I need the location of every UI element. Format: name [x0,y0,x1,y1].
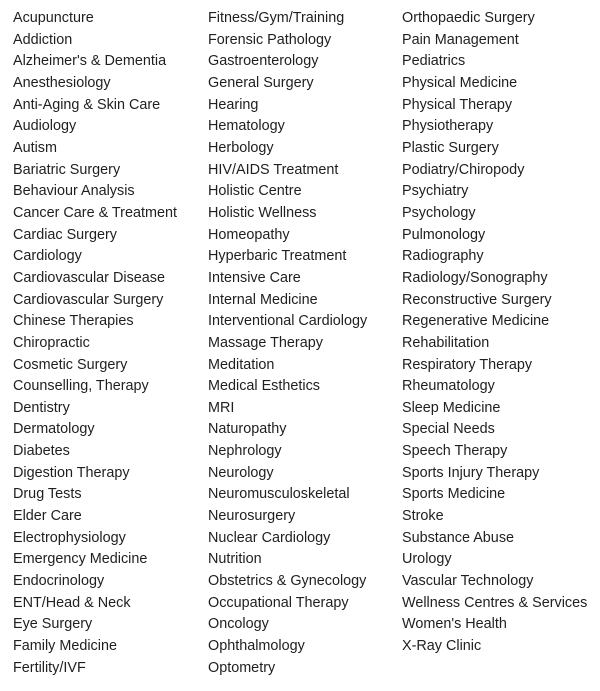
specialty-link[interactable]: Neuromusculoskeletal [208,486,350,503]
specialty-link[interactable]: Sports Medicine [402,486,506,503]
specialty-link[interactable]: Herbology [208,139,274,156]
specialty-link[interactable]: Reconstructive Surgery [402,291,552,308]
specialty-link[interactable]: Endocrinology [13,573,105,590]
specialty-link[interactable]: Sports Injury Therapy [402,464,540,481]
specialty-link[interactable]: Ophthalmology [208,638,305,655]
specialty-link[interactable]: Cancer Care & Treatment [13,204,177,221]
specialty-link[interactable]: Vascular Technology [402,573,534,590]
specialty-link[interactable]: Medical Esthetics [208,378,320,395]
specialty-link[interactable]: Chinese Therapies [13,313,134,330]
specialty-link[interactable]: Behaviour Analysis [13,183,135,200]
specialty-link[interactable]: Rheumatology [402,378,495,395]
specialty-link[interactable]: HIV/AIDS Treatment [208,161,339,178]
specialty-link[interactable]: Massage Therapy [208,334,323,351]
specialty-link[interactable]: Emergency Medicine [13,551,148,568]
specialty-link[interactable]: Physiotherapy [402,118,494,135]
specialty-column-3 [402,8,587,658]
specialty-link[interactable]: Addiction [13,31,73,48]
specialty-link[interactable]: Electrophysiology [13,529,126,546]
specialty-link[interactable]: Holistic Centre [208,183,302,200]
specialty-link[interactable]: Alzheimer's & Dementia [13,53,167,70]
specialty-link[interactable]: Holistic Wellness [208,204,317,221]
specialty-link[interactable]: Chiropractic [13,334,90,351]
specialty-link[interactable]: Hyperbaric Treatment [208,248,347,265]
specialty-link[interactable]: Pain Management [402,31,519,48]
specialty-column-1 [13,8,177,679]
specialty-link[interactable]: Nuclear Cardiology [208,529,331,546]
specialty-link[interactable]: Substance Abuse [402,529,515,546]
specialty-link[interactable]: Plastic Surgery [402,139,499,156]
specialty-link[interactable]: Bariatric Surgery [13,161,121,178]
specialty-link[interactable]: Radiology/Sonography [402,269,548,286]
specialty-link[interactable]: Pediatrics [402,53,466,70]
specialty-link[interactable]: Dentistry [13,399,70,416]
specialty-link[interactable]: Oncology [208,616,269,633]
specialty-column-2 [208,8,367,679]
specialty-link[interactable]: Forensic Pathology [208,31,332,48]
specialty-link[interactable]: Obstetrics & Gynecology [208,573,367,590]
specialty-link[interactable]: Anti-Aging & Skin Care [13,96,161,113]
specialty-link[interactable]: Psychology [402,204,476,221]
specialty-link[interactable]: Family Medicine [13,638,117,655]
specialty-link[interactable]: Hearing [208,96,259,113]
specialty-link[interactable]: Eye Surgery [13,616,93,633]
specialty-link[interactable]: Psychiatry [402,183,469,200]
specialty-link[interactable]: Cardiology [13,248,82,265]
specialty-link[interactable]: Homeopathy [208,226,290,243]
specialty-link[interactable]: Nephrology [208,443,282,460]
specialty-link[interactable]: Gastroenterology [208,53,319,70]
specialty-link[interactable]: Anesthesiology [13,74,111,91]
specialty-link[interactable]: Sleep Medicine [402,399,501,416]
specialty-link[interactable]: Neurosurgery [208,508,296,525]
specialty-link[interactable]: Speech Therapy [402,443,508,460]
specialty-link[interactable]: Radiography [402,248,484,265]
specialty-link[interactable]: Fertility/IVF [13,659,86,676]
specialty-link[interactable]: Orthopaedic Surgery [402,10,535,26]
specialty-link[interactable]: ENT/Head & Neck [13,594,131,611]
specialty-link[interactable]: Respiratory Therapy [402,356,533,373]
specialty-link[interactable]: Regenerative Medicine [402,313,550,330]
specialty-link[interactable]: Acupuncture [13,10,94,26]
specialty-link[interactable]: Women's Health [402,616,507,633]
specialty-link[interactable]: Internal Medicine [208,291,318,308]
specialty-link[interactable]: Special Needs [402,421,495,438]
specialty-link[interactable]: Digestion Therapy [13,464,130,481]
specialty-link[interactable]: Meditation [208,356,275,373]
specialty-link[interactable]: Counselling, Therapy [13,378,149,395]
specialty-link[interactable]: Autism [13,139,57,156]
specialty-link[interactable]: Drug Tests [13,486,82,503]
specialty-link[interactable]: Audiology [13,118,77,135]
specialty-link[interactable]: Pulmonology [402,226,486,243]
specialty-link[interactable]: Diabetes [13,443,70,460]
specialty-link[interactable]: Optometry [208,659,276,676]
specialty-link[interactable]: Nutrition [208,551,262,568]
specialty-link[interactable]: Stroke [402,508,444,525]
specialty-link[interactable]: MRI [208,399,235,416]
specialty-link[interactable]: General Surgery [208,74,314,91]
specialty-link[interactable]: Naturopathy [208,421,287,438]
specialty-link[interactable]: Hematology [208,118,285,135]
specialty-link[interactable]: Cardiovascular Surgery [13,291,164,308]
specialty-link[interactable]: Physical Therapy [402,96,513,113]
specialty-link[interactable]: Neurology [208,464,274,481]
specialty-link[interactable]: Urology [402,551,452,568]
specialty-link[interactable]: Cardiovascular Disease [13,269,165,286]
specialty-link[interactable]: Fitness/Gym/Training [208,10,345,26]
specialty-link[interactable]: Interventional Cardiology [208,313,368,330]
specialty-link[interactable]: Podiatry/Chiropody [402,161,525,178]
specialty-link[interactable]: Intensive Care [208,269,301,286]
specialty-link[interactable]: Occupational Therapy [208,594,349,611]
specialty-link[interactable]: Physical Medicine [402,74,518,91]
specialty-link[interactable]: Wellness Centres & Services [402,594,588,611]
specialty-link[interactable]: Elder Care [13,508,82,525]
specialty-link[interactable]: Cardiac Surgery [13,226,117,243]
specialty-link[interactable]: Dermatology [13,421,95,438]
specialty-link[interactable]: Rehabilitation [402,334,490,351]
specialty-link[interactable]: Cosmetic Surgery [13,356,128,373]
specialty-link[interactable]: X-Ray Clinic [402,638,482,655]
